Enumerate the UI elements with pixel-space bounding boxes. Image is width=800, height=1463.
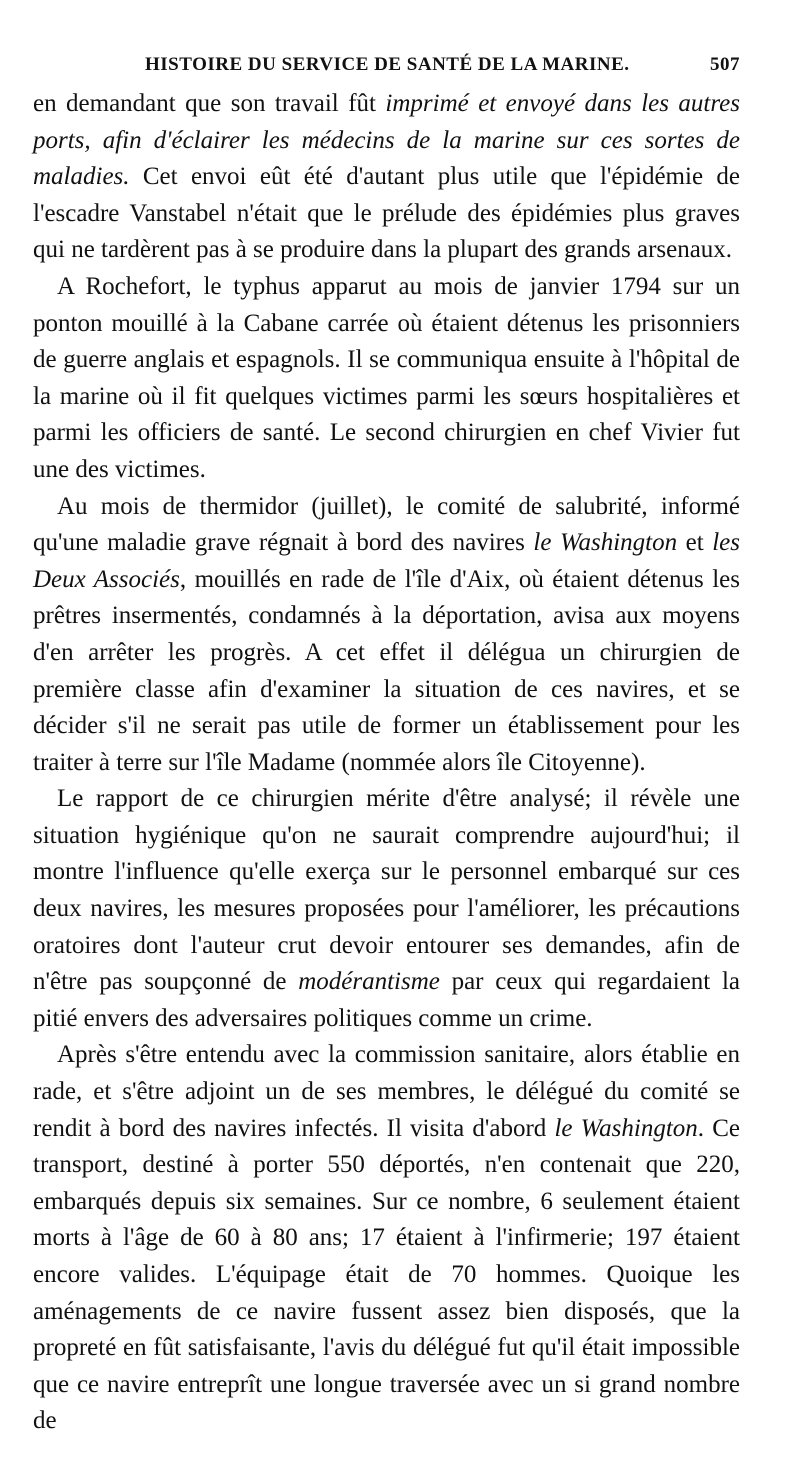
paragraph bbox=[33, 781, 740, 1037]
italic-text: les Deux Associés bbox=[33, 529, 741, 593]
italic-text: modérantisme bbox=[298, 968, 440, 996]
book-page bbox=[33, 50, 740, 1440]
text-run: , mouillés en rade de l'île d'Aix, où étaient détenus les prêtres insermentés, condamnés à la déportation, avisa aux moyens d'en arrêter les progrès. A cet effet il délégua un chirurgien de première classe afin d'examiner la situation de ces navires, et se décider s'il ne serait pas utile de former un établissement pour les traiter à terre sur l'île Madame (nommée alors île Citoyenne). bbox=[33, 565, 740, 776]
page-header bbox=[33, 50, 740, 84]
italic-text: le Washington bbox=[533, 529, 678, 557]
text-run: Après s'être entendu avec la commission sanitaire, alors établie en rade, et s'être adjoint un de ses membres, le délégué du comité se rendit à bord des navires infectés. Il visita d'abord bbox=[33, 1041, 740, 1142]
paragraph bbox=[33, 489, 740, 782]
text-run: Cet envoi eût été d'autant plus utile que l'épidémie de l'escadre Vanstabel n'était que le prélude des épidémies plus graves qui ne tardèrent pas à se produire dans la plupart des grands arsenaux. bbox=[33, 163, 740, 264]
paragraph bbox=[33, 86, 740, 269]
text-run: et bbox=[677, 529, 713, 557]
body-text bbox=[33, 86, 740, 1440]
text-run: Au mois de thermidor (juillet), le comité de salubrité, informé qu'une maladie grave régnait à bord des navires bbox=[33, 492, 740, 557]
text-run: Le rapport de ce chirurgien mérite d'être analysé; il révèle une situation hygiénique qu'on ne saurait comprendre aujourd'hui; il montre l'influence qu'elle exerça sur le personnel embarqué sur ces deux navires, les mesures proposées pour l'améliorer, les précautions oratoires dont l'auteur crut devoir entourer ses demandes, afin de n'être pas soupçonné de bbox=[33, 785, 740, 996]
page-number: 507 bbox=[710, 54, 740, 75]
italic-text: imprimé et envoyé dans les autres ports, afin d'éclairer les médecins de la marine sur ces sortes de maladies. bbox=[33, 90, 740, 191]
paragraph bbox=[33, 269, 740, 489]
text-run: par ceux qui regardaient la pitié envers des adversaires politiques comme un crime. bbox=[33, 968, 740, 1032]
text-run: . Ce transport, destiné à porter 550 déportés, n'en contenait que 220, embarqués depuis six semaines. Sur ce nombre, 6 seulement étaient morts à l'âge de 60 à 80 ans; 17 étaient à l'infirmerie; 197 étaient encore valides. L'équipage était de 70 hommes. Quoique les aménagements de ce navire fussent assez bien disposés, que la propreté en fût satisfaisante, l'avis du délégué fut qu'il était impossible que ce navire entreprît une longue traversée avec un si grand nombre de bbox=[33, 1114, 740, 1435]
paragraph bbox=[33, 1037, 740, 1440]
text-run: A Rochefort, le typhus apparut au mois de janvier 1794 sur un ponton mouillé à la Cabane carrée où étaient détenus les prisonniers de guerre anglais et espagnols. Il se communiqua ensuite à l'hôpital de la marine où il fit quelques victimes parmi les sœurs hospitalières et parmi les officiers de santé. Le second chirurgien en chef Vivier fut une des victimes. bbox=[33, 272, 740, 483]
italic-text: le Washington bbox=[554, 1114, 698, 1142]
text-run: en demandant que son travail fût bbox=[33, 90, 386, 117]
running-title: HISTOIRE DU SERVICE DE SANTÉ DE LA MARINE. bbox=[145, 54, 630, 75]
